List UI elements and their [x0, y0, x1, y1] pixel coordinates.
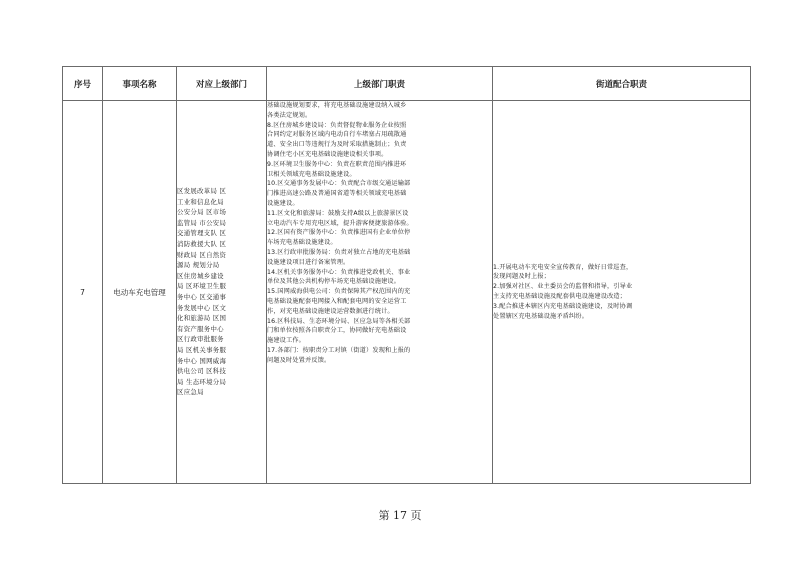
- text-line: 设施建设。: [267, 199, 299, 207]
- text-line: 3.配合推进本辖区内充电基础设施建设，及时协调: [493, 302, 633, 310]
- table-row: [63, 101, 751, 484]
- text-line: 12.区国有资产服务中心：负责推进国有企业单位停: [267, 229, 411, 237]
- responsibility-table: [62, 66, 751, 484]
- text-line: 局 区环境卫生服: [177, 282, 227, 291]
- text-line: 供电公司 区科技: [177, 367, 227, 376]
- table-header-row: [63, 67, 751, 101]
- page-number: 第 17 页: [378, 509, 422, 522]
- text-line: 区行政审批服务: [177, 335, 224, 344]
- text-line: 问题及时处置并反馈。: [267, 356, 331, 364]
- text-line: 公安分局 区市场: [177, 208, 227, 217]
- row-duties: [267, 101, 493, 484]
- text-line: 化和旅游局 区国: [177, 314, 227, 323]
- text-line: 工业和信息化局: [177, 197, 224, 206]
- text-line: 作，对充电基础设施建设运营数据进行统计。: [267, 307, 394, 315]
- text-line: 车场充电基础设施建设。: [267, 239, 337, 247]
- header-number: 序号: [63, 67, 103, 101]
- row-number: 7: [63, 101, 103, 484]
- text-line: 主支持充电基础设施及配套供电设施建设改造；: [493, 293, 627, 300]
- text-line: 局 生态环境分局: [177, 377, 227, 386]
- text-line: 施建设工作。: [267, 337, 306, 345]
- text-line: 区住房城乡建设: [177, 271, 224, 280]
- text-line: 交通管理支队 区: [177, 229, 227, 238]
- text-line: 1.开展电动车充电安全宣传教育，做好日常巡查，: [493, 263, 633, 271]
- text-line: 消防救援大队 区: [177, 240, 227, 249]
- text-line: 11.区文化和旅游局：鼓励支持A级以上旅游景区设: [267, 209, 409, 217]
- text-line: 9.区环境卫生服务中心：负责在职责范围内推进环: [267, 160, 407, 168]
- header-duties: 上级部门职责: [267, 67, 493, 101]
- text-line: 发现问题及时上报；: [493, 273, 551, 281]
- row-street-duties: [493, 101, 751, 484]
- text-line: 14.区机关事务服务中心：负责推进党政机关、事业: [267, 268, 411, 276]
- text-line: 监管局 市公安局: [177, 218, 227, 227]
- text-line: 2.加强对社区、业主委员会的监督和指导，引导业: [493, 283, 633, 291]
- text-line: 16.区科技局、生态环境分局、区应急局等各相关部: [267, 317, 411, 325]
- text-line: 立电动汽车专用充电区域，提升游客便捷旅游体验。: [267, 219, 413, 227]
- text-line: 务中心 国网威海: [177, 356, 227, 365]
- header-street-duties: 街道配合职责: [493, 67, 751, 101]
- text-line: 合同约定对服务区域内电动自行车堵塞占用疏散通: [267, 131, 407, 139]
- text-line: 13.区行政审批服务局：负责对独立占地的充电基础: [267, 248, 411, 256]
- text-line: 设施建设项目进行备案管理。: [267, 258, 350, 266]
- text-line: 15.国网威海供电公司：负责保障其产权范围内的充: [267, 288, 411, 296]
- text-line: 处置辖区充电基础设施矛盾纠纷。: [493, 312, 589, 320]
- text-line: 单位及其他公共机构停车场充电基础设施建设。: [267, 278, 401, 286]
- text-line: 门和单位按照各自职责分工，协同做好充电基础设: [267, 327, 407, 335]
- text-line: 有资产服务中心: [177, 324, 224, 333]
- row-departments: [177, 101, 267, 484]
- text-line: 协调住宅小区充电基础设施建设相关事项。: [267, 150, 388, 158]
- text-line: 电基础设施配套电网接入和配套电网的安全运营工: [267, 297, 407, 305]
- text-line: 务中心 区交通事: [177, 293, 227, 301]
- header-departments: 对应上级部门: [177, 67, 267, 101]
- text-line: 财政局 区自然资: [177, 250, 227, 259]
- text-line: 各类法定规划。: [267, 111, 312, 119]
- text-line: 区应急局: [177, 388, 204, 397]
- text-line: 源局 规划分局: [177, 261, 220, 270]
- row-item-name: 电动车充电管理: [103, 101, 177, 484]
- text-line: 务发展中心 区文: [177, 303, 227, 312]
- text-line: 道、安全出口等违规行为及时采取措施制止；负责: [267, 141, 407, 149]
- text-line: 门推进高速公路及普通国省道等相关领域充电基础: [267, 190, 407, 198]
- text-line: 10.区交通事务发展中心：负责配合市级交通运输部: [267, 180, 411, 188]
- text-line: 卫相关领域充电基础设施建设。: [267, 170, 356, 178]
- text-line: 区发展改革局 区: [177, 187, 227, 196]
- text-line: 基础设施规划要求，将充电基础设施建设纳入城乡: [267, 102, 407, 109]
- header-item-name: 事项名称: [103, 67, 177, 101]
- text-line: 8.区住房城乡建设局：负责督促物业服务企业按照: [267, 121, 407, 129]
- text-line: 17.各部门：按职责分工对镇（街道）发现和上报的: [267, 346, 411, 354]
- text-line: 局 区机关事务服: [177, 345, 227, 354]
